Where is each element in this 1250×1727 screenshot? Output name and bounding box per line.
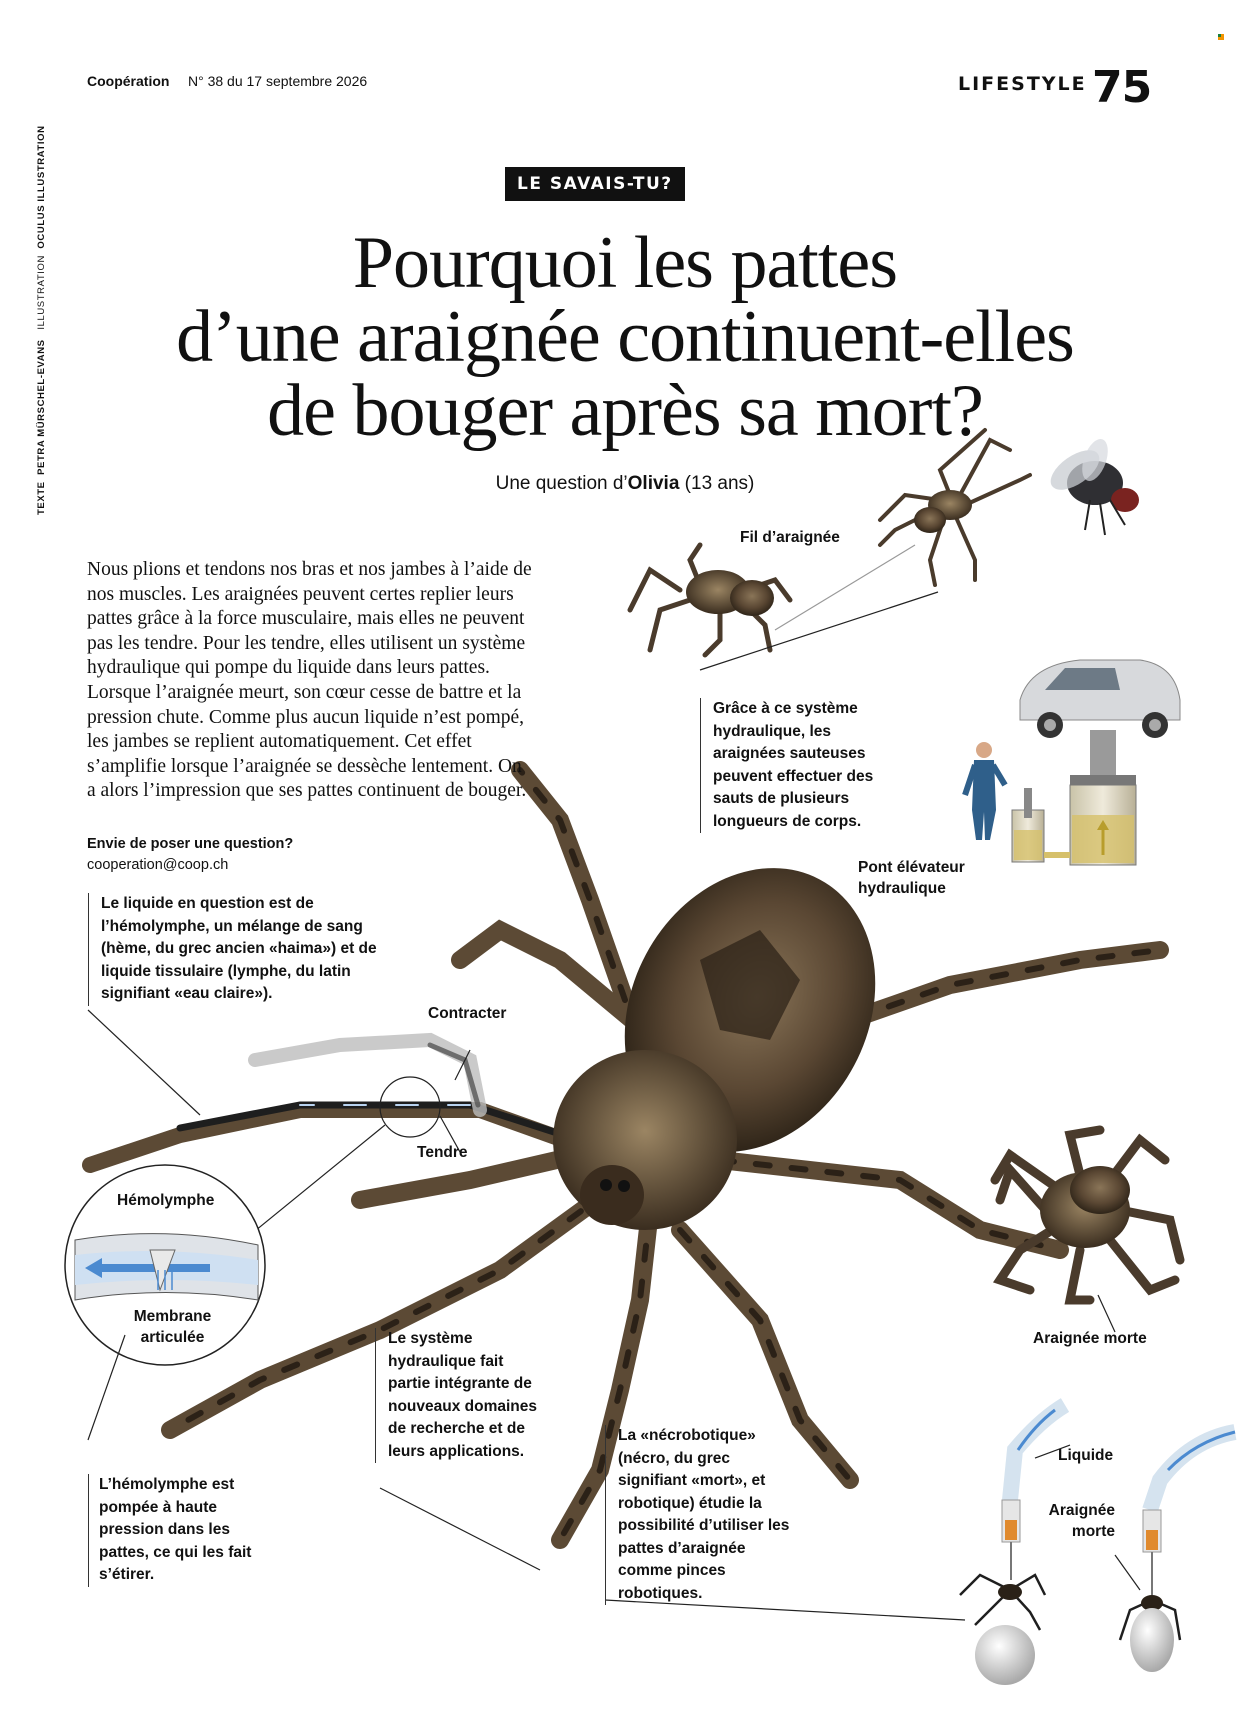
jumping-spider-illustration (630, 545, 790, 655)
silk-thread (775, 545, 915, 630)
header-issue: N° 38 du 17 septembre 2026 (188, 73, 368, 89)
label-liquid: Liquide (1058, 1447, 1114, 1464)
label-lift: Pont élévateur hydraulique (858, 859, 965, 897)
contact-email[interactable]: cooperation@coop.ch (87, 857, 229, 873)
caption-hemolymph: Le liquide en question est de l’hémolymphe, un mélange de sang (hème, du grec ancien «haima») et de liquide tissulaire (lymphe, du latin signifiant «eau claire»). (88, 893, 401, 1006)
label-dead-spider: Araignée morte (1033, 1330, 1147, 1347)
label-membrane: Membrane articulée (133, 1308, 212, 1346)
dead-spider-illustration (995, 1130, 1180, 1300)
caption-pumped: L’hémolymphe est pompée à haute pression dans les pattes, ce qui les fait s’étirer. (88, 1474, 259, 1587)
header-publication: Coopération (87, 73, 170, 89)
label-contract: Contracter (428, 1005, 507, 1022)
leaping-spider-illustration (880, 430, 1030, 585)
label-silk: Fil d’araignée (740, 529, 840, 546)
contact-prompt: Envie de poser une question? (87, 836, 294, 852)
subtitle: Une question d’Olivia (13 ans) (495, 473, 755, 494)
title-line-1: Pourquoi les pattes (352, 222, 898, 304)
caption-jump: Grâce à ce système hydraulique, les araignées sauteuses peuvent effectuer des sauts de plusieurs longueurs de corps. (700, 698, 903, 833)
credits: TEXTE PETRA MÜRSCHEL-EVANS ILLUSTRATION OCULUS ILLUSTRATION (36, 125, 47, 515)
article-body: Nous plions et tendons nos bras et nos jambes à l’aide de nos muscles. Les araignées peuvent certes replier leurs pattes grâce à la force musculaire, mais elles ne peuvent pas les tendre. Pour les tendre, elles utilisent un système hydraulique qui pompe du liquide dans leurs pattes. Lorsque l’araignée meurt, son cœur cesse de battre et la pression chute. Comme plus aucun liquide n’est pompé, les jambes se replient automatiquement. Cet effet s’amplifie lorsque l’araignée se dessèche lentement. On a alors l’impression que ses pattes continuent de bouger. (87, 559, 532, 802)
fly-illustration (1044, 436, 1139, 535)
hydraulic-lift-illustration (965, 660, 1180, 865)
caption-necrobotics: La «nécrobotique» (nécro, du grec signifiant «mort», et robotique) étudie la possibilité d’utiliser les pattes d’araignée comme pinces robotiques. (605, 1425, 793, 1605)
title-line-2: d’une araignée continuent-elles (176, 296, 1074, 378)
category-tag: LE SAVAIS-TU? (505, 167, 685, 201)
label-extend: Tendre (417, 1144, 468, 1161)
caption-research: Le système hydraulique fait partie intégrante de nouveaux domaines de recherche et de leurs applications. (375, 1328, 548, 1463)
label-dead-spider-2: Araignée morte (1048, 1502, 1115, 1540)
title-line-3: de bouger après sa mort? (267, 370, 983, 452)
label-hemolymph: Hémolymphe (117, 1192, 215, 1209)
page-number: 75 (1092, 62, 1152, 113)
section-label: LIFESTYLE (958, 73, 1087, 95)
asker-name: Olivia (627, 473, 680, 494)
